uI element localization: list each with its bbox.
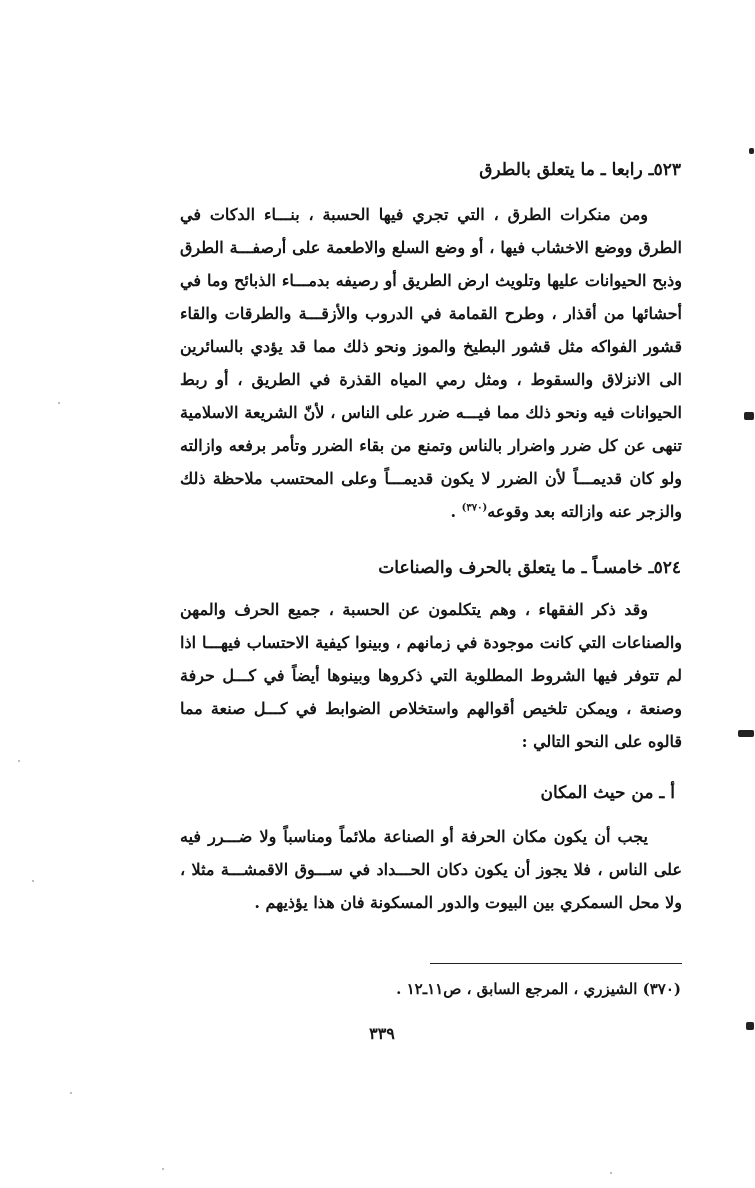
section-523-heading: ٥٢٣ـ رابعا ـ ما يتعلق بالطرق <box>479 160 681 180</box>
page-number: ٣٣٩ <box>369 1024 395 1043</box>
scan-speck <box>70 1092 72 1094</box>
scan-mark <box>738 730 754 737</box>
subsection-location-heading: أ ـ من حيث المكان <box>540 783 675 803</box>
section-523-end: . <box>450 502 462 521</box>
scan-mark <box>744 412 754 420</box>
scan-speck <box>58 402 60 404</box>
subsection-location-paragraph: يجب أن يكون مكان الحرفة أو الصناعة ملائماً ومناسباً ولا ضـــرر فيه على الناس ، فلا يجوز أن يكون دكان الحـــداد في ســـوق الاقمشـــة مثلا ، ولا محل السمكري بين البيوت والدور المسكونة فان هذا يؤذيهم . <box>180 827 682 912</box>
footnote-ref-370: (٣٧٠) <box>461 502 488 514</box>
scan-mark <box>746 1022 754 1030</box>
scan-mark <box>749 148 754 154</box>
scan-speck <box>610 1172 612 1174</box>
scan-speck <box>18 760 20 762</box>
section-523-paragraph <box>180 198 682 528</box>
scan-speck <box>162 1168 164 1170</box>
section-524-heading: ٥٢٤ـ خامسـاً ـ ما يتعلق بالحرف والصناعات <box>378 558 681 578</box>
footnote-370: (٣٧٠) الشيزري ، المرجع السابق ، ص١١ـ١٢ . <box>396 980 681 998</box>
footnote-divider <box>430 963 682 964</box>
section-523-text: ومن منكرات الطرق ، التي تجري فيها الحسبة ، بنـــاء الدكات في الطرق ووضع الاخشاب فيها ، أو وضع السلع والاطعمة على أرصفـــة الطرق وذبح الحيوانات عليها وتلويث ارض الطريق أو رصيفه بدمـــاء الذبائح وما في أحشائها من أقذار ، وطرح القمامة في الدروب والأزقـــة والطرقات والقاء قشور الفواكه مثل قشور البطيخ والموز ونحو ذلك مما قد يؤدي بالسائرين الى الانزلاق والسقوط ، ومثل رمي المياه القذرة في الطريق ، أو ربط الحيوانات فيه ونحو ذلك مما فيـــه ضرر على الناس ، لأنّ الشريعة الاسلامية تنهى عن كل ضرر واضرار بالناس وتمنع من بقاء الضرر وتأمر برفعه وازالته ولو كان قديمـــاً لأن الضرر لا يكون قديمـــاً وعلى المحتسب ملاحظة ذلك والزجر عنه وازالته بعد وقوعه <box>180 205 683 521</box>
section-524-paragraph: وقد ذكر الفقهاء ، وهم يتكلمون عن الحسبة ، جميع الحرف والمهن والصناعات التي كانت موجودة في زمانهم ، وبينوا كيفية الاحتساب فيهـــا اذا لم تتوفر فيها الشروط المطلوبة التي ذكروها وبينوها أيضاً في كـــل حرفة وصنعة ، ويمكن تلخيص أقوالهم واستخلاص الضوابط في كـــل صنعة مما قالوه على النحو التالي : <box>180 600 682 751</box>
scan-speck <box>32 880 34 882</box>
